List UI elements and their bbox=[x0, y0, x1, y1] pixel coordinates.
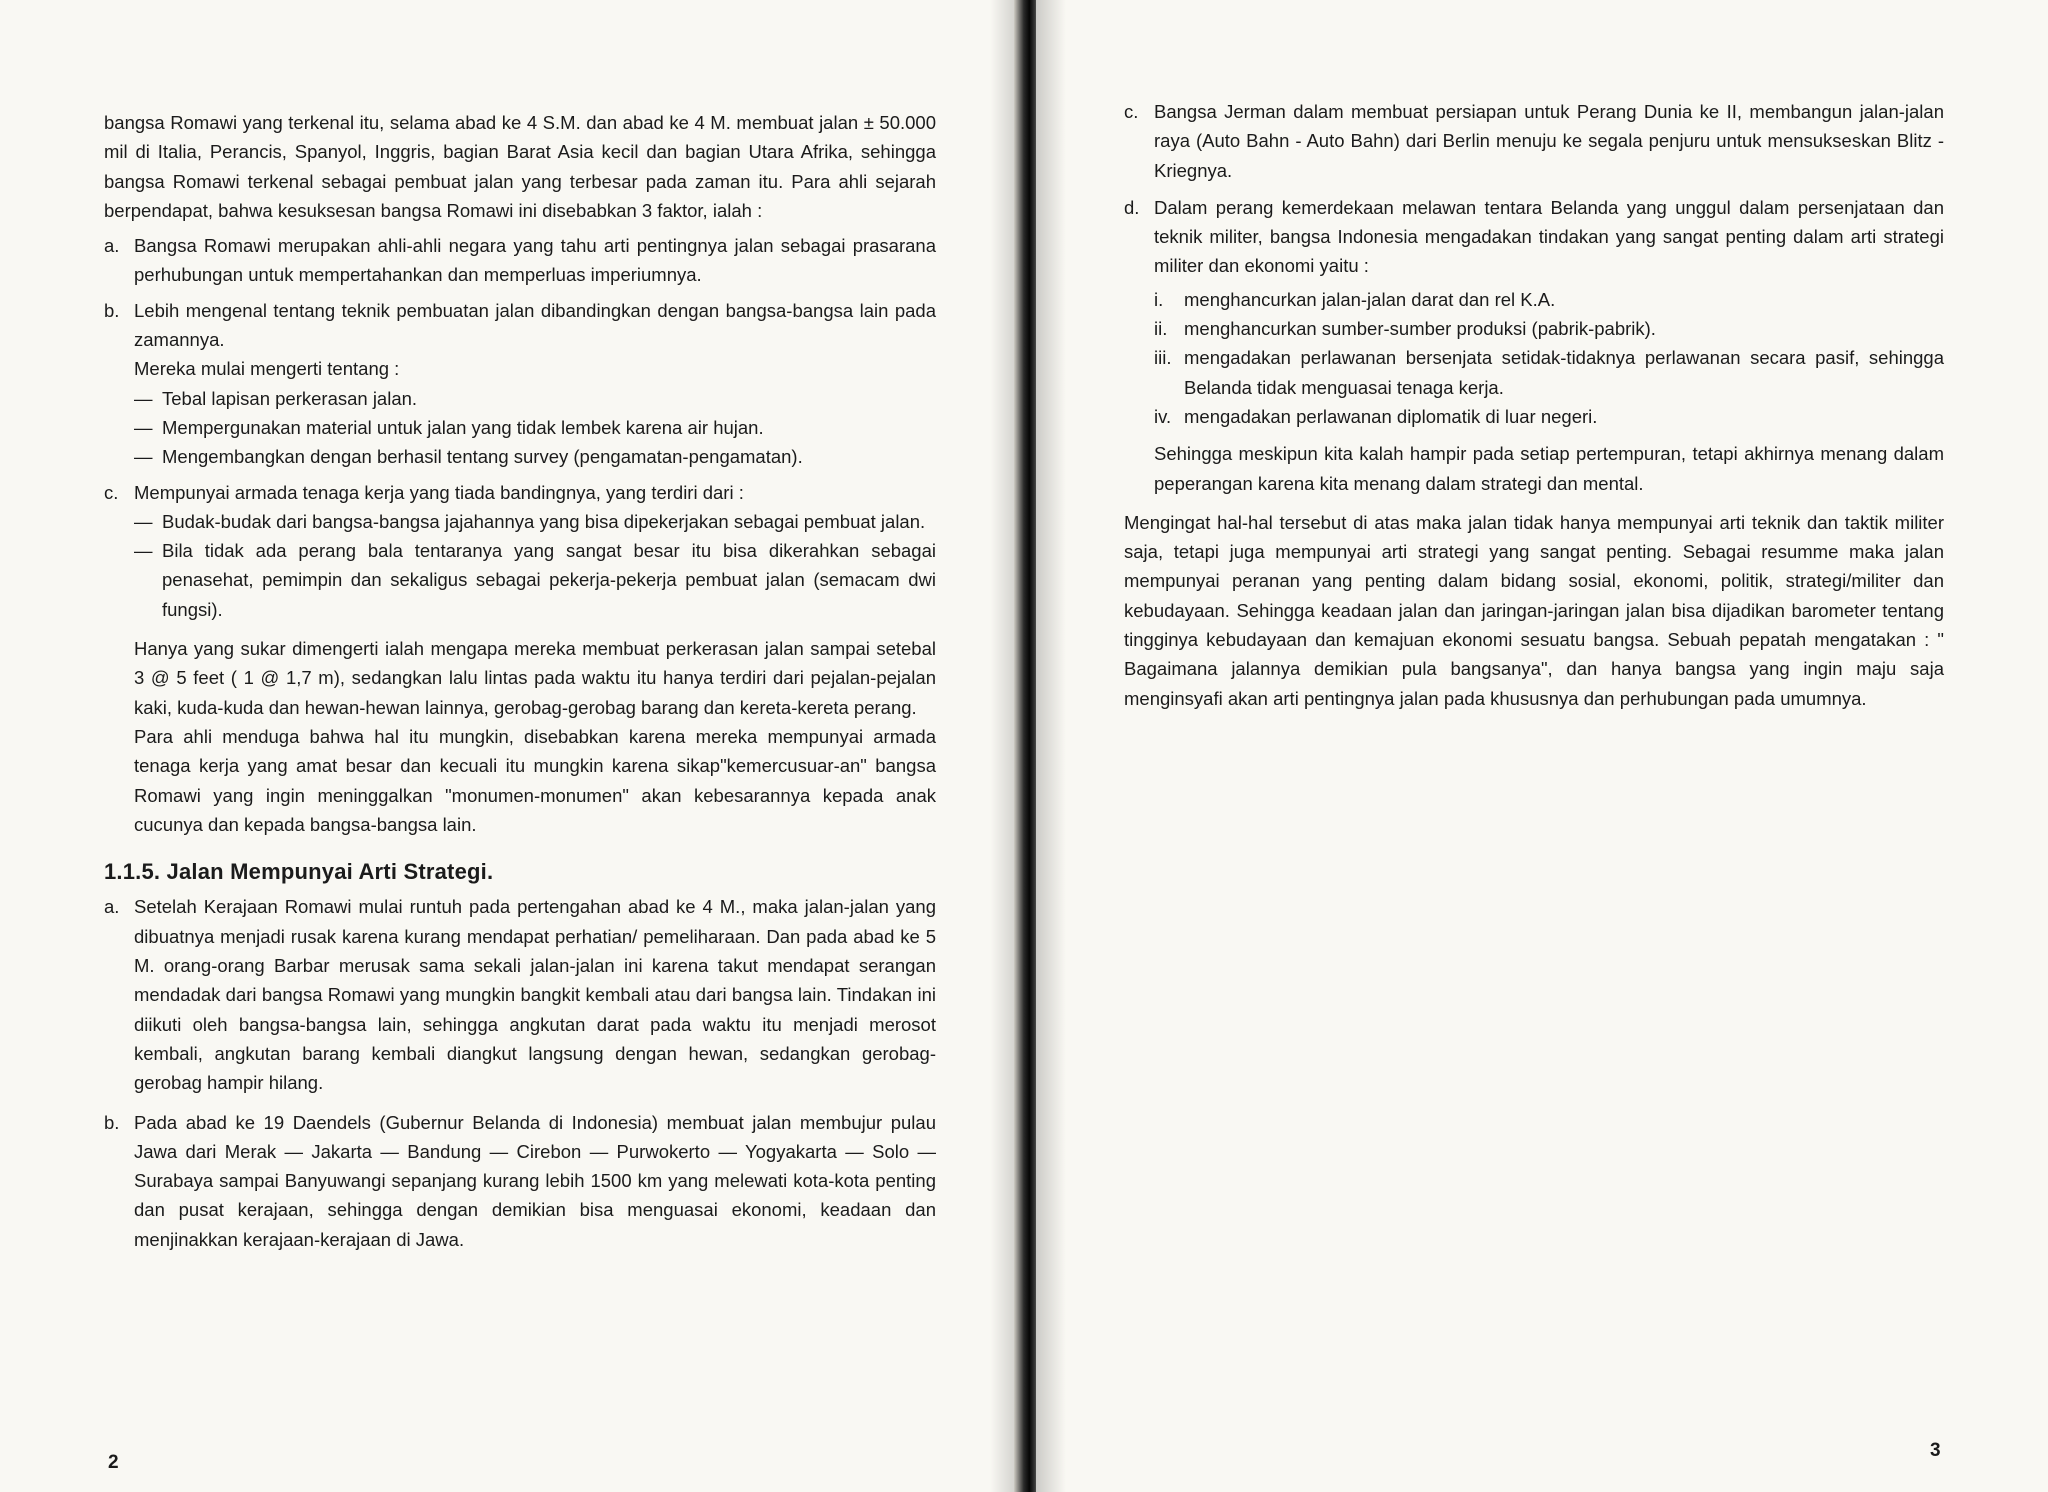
list-marker: b. bbox=[104, 1111, 120, 1133]
list-text: Pada abad ke 19 Daendels (Gubernur Belanda di Indonesia) membuat jalan membujur pulau Jawa dari Merak — Jakarta — Bandung — Cirebon — Purwokerto — Yogyakarta — Solo — Surabaya sampai Banyuwangi sepanjang kurang lebih 1500 km yang melewati kota-kota penting dan pusat kerajaan, sehingga dengan demikian bisa menguasai ekonomi, keadaan dan menjinakkan kerajaan-kerajaan di Jawa. bbox=[134, 1111, 936, 1250]
page-shadow bbox=[1036, 0, 1066, 1492]
dash-item: — Mengembangkan dengan berhasil tentang survey (pengamatan-pengamatan). bbox=[134, 446, 803, 468]
summary-paragraph: Mengingat hal-hal tersebut di atas maka jalan tidak hanya mempunyai arti teknik dan taktik militer saja, tetapi juga mempunyai arti strategi yang sangat penting. Sebagai resumme maka jalan mempunyai peranan yang penting dalam bidang sosial, ekonomi, politik, strategi/militer dan kebudayaan. Sehingga keadaan jalan dan jaringan-jaringan jalan bisa dijadikan barometer tentang tingginya kebudayaan dan kemajuan ekonomi sesuatu bangsa. Sebuah pepatah mengatakan : " Bagaimana jalannya demikian pula bangsanya", dan hanya bangsa yang ingin maju saja menginsyafi akan arti pentingnya jalan pada khususnya dan perhubungan pada umumnya. bbox=[1124, 511, 1944, 709]
intro-paragraph: bangsa Romawi yang terkenal itu, selama abad ke 4 S.M. dan abad ke 4 M. membuat jalan ± 50.000 mil di Italia, Perancis, Spanyol, Inggris, bagian Barat Asia kecil dan bagian Utara Afrika, sehingga bangsa Romawi terkenal sebagai pembuat jalan yang terbesar pada zaman itu. Para ahli sejarah berpendapat, bahwa kesuksesan bangsa Romawi ini disebabkan 3 faktor, ialah : bbox=[104, 112, 936, 221]
page-number: 3 bbox=[1930, 1440, 1941, 1461]
dash-item: — Budak-budak dari bangsa-bangsa jajahannya yang bisa dipekerjakan sebagai pembuat jalan. bbox=[134, 510, 926, 532]
list-marker: d. bbox=[1124, 196, 1140, 218]
right-text-column bbox=[1124, 97, 1944, 713]
section-item-b bbox=[104, 1108, 936, 1254]
list-item-b bbox=[104, 296, 936, 472]
dash-item: — Bila tidak ada perang bala tentaranya yang sangat besar itu bisa dikerahkan sebagai penasehat, pemimpin dan sekaligus sebagai pekerja-pekerja pembuat jalan (semacam dwi fungsi). bbox=[134, 540, 936, 620]
list-item-d bbox=[1124, 193, 1944, 281]
list-item-c bbox=[1124, 97, 1944, 185]
list-marker: a. bbox=[104, 896, 120, 918]
list-item-a bbox=[104, 231, 936, 290]
roman-item: iv. mengadakan perlawanan diplomatik di luar negeri. bbox=[1154, 405, 1598, 427]
list-text: Bangsa Romawi merupakan ahli-ahli negara yang tahu arti pentingnya jalan sebagai prasarana perhubungan untuk mempertahankan dan memperluas imperiumnya. bbox=[134, 235, 936, 286]
section-heading: 1.1.5. Jalan Mempunyai Arti Strategi. bbox=[104, 859, 494, 885]
roman-item: iii. mengadakan perlawanan bersenjata setidak-tidaknya perlawanan secara pasif, sehingga Belanda tidak menguasai tenaga kerja. bbox=[1154, 347, 1944, 398]
list-text: Setelah Kerajaan Romawi mulai runtuh pada pertengahan abad ke 4 M., maka jalan-jalan yang dibuatnya menjadi rusak karena kurang mendapat perhatian/ pemeliharaan. Dan pada abad ke 5 M. orang-orang Barbar merusak sama sekali jalan-jalan ini karena takut mendapat serangan mendadak dari bangsa Romawi yang mungkin bangkit kembali atau dari bangsa lain. Tindakan ini diikuti oleh bangsa-bangsa lain, sehingga angkutan darat pada waktu itu menjadi merosot kembali, angkutan barang kembali diangkut langsung dengan hewan, sedangkan gerobag-gerobag hampir hilang. bbox=[134, 896, 936, 1094]
list-marker: a. bbox=[104, 235, 120, 257]
list-text: Lebih mengenal tentang teknik pembuatan jalan dibandingkan dengan bangsa-bangsa lain pada zamannya. bbox=[134, 299, 936, 351]
paragraph-thickness: Hanya yang sukar dimengerti ialah mengapa mereka membuat perkerasan jalan sampai setebal 3 @ 5 feet ( 1 @ 1,7 m), sedangkan lalu lintas pada waktu itu hanya terdiri dari pejalan-pejalan kaki, kuda-kuda dan hewan-hewan lainnya, gerobag-gerobag barang dan kereta-kereta perang. bbox=[134, 638, 936, 718]
list-text: Mempunyai armada tenaga kerja yang tiada bandingnya, yang terdiri dari : bbox=[134, 481, 744, 503]
list-item-c bbox=[104, 478, 936, 624]
list-text: Dalam perang kemerdekaan melawan tentara Belanda yang unggul dalam persenjataan dan teknik militer, bangsa Indonesia mengadakan tindakan yang sangat penting dalam arti strategi militer dan ekonomi yaitu : bbox=[1154, 196, 1944, 277]
conclusion-paragraph: Sehingga meskipun kita kalah hampir pada setiap pertempuran, tetapi akhirnya menang dalam peperangan karena kita menang dalam strategi dan mental. bbox=[1154, 443, 1944, 494]
dash-item: — Tebal lapisan perkerasan jalan. bbox=[134, 387, 418, 409]
list-marker: b. bbox=[104, 299, 120, 321]
roman-item: ii. menghancurkan sumber-sumber produksi (pabrik-pabrik). bbox=[1154, 318, 1656, 340]
list-text: Bangsa Jerman dalam membuat persiapan untuk Perang Dunia ke II, membangun jalan-jalan raya (Auto Bahn - Auto Bahn) dari Berlin menuju ke segala penjuru untuk mensukseskan Blitz - Kriegnya. bbox=[1154, 101, 1944, 181]
list-lead: Mereka mulai mengerti tentang : bbox=[134, 358, 400, 380]
section-item-a bbox=[104, 892, 936, 1097]
paragraph-experts: Para ahli menduga bahwa hal itu mungkin, disebabkan karena mereka mempunyai armada tenaga kerja yang amat besar dan kecuali itu mungkin karena sikap"kemercusuar-an" bangsa Romawi yang ingin meninggalkan "monumen-monumen" akan kebesarannya kepada anak cucunya dan kepada bangsa-bangsa lain. bbox=[134, 725, 936, 835]
left-text-column bbox=[104, 108, 936, 1254]
list-marker: c. bbox=[1124, 101, 1139, 122]
page-number: 2 bbox=[108, 1452, 119, 1473]
list-marker: c. bbox=[104, 481, 119, 503]
roman-item: i. menghancurkan jalan-jalan darat dan rel K.A. bbox=[1154, 288, 1556, 310]
dash-item: — Mempergunakan material untuk jalan yang tidak lembek karena air hujan. bbox=[134, 416, 764, 438]
